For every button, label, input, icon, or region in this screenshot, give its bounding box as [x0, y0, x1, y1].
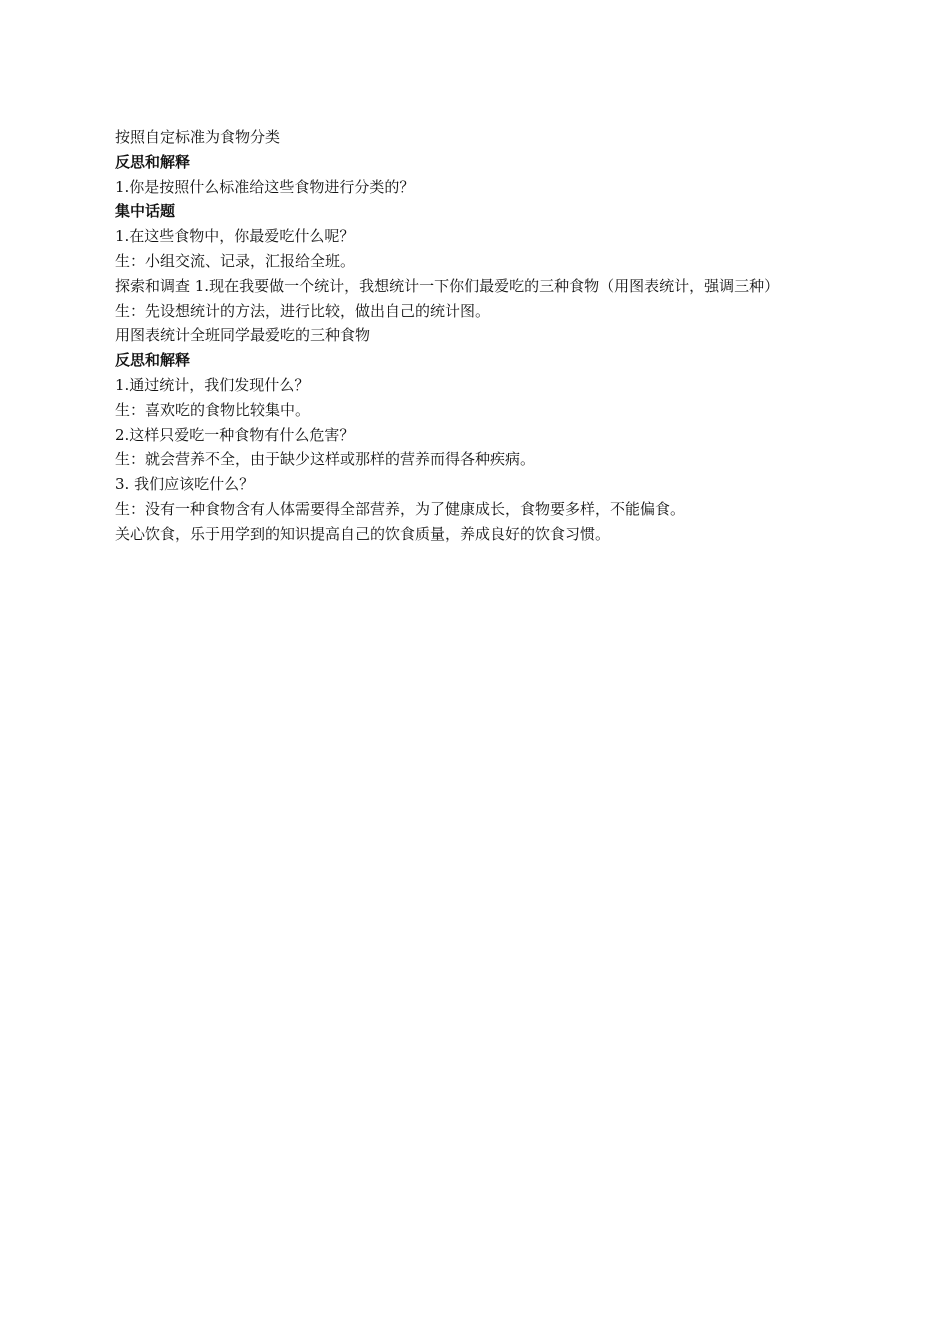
text-line: 3. 我们应该吃什么？: [115, 475, 255, 494]
text-line: 1.在这些食物中，你最爱吃什么呢？: [115, 227, 355, 246]
text-line: 1.通过统计，我们发现什么？: [115, 375, 310, 394]
text-line: 生：就会营养不全，由于缺少这样或那样的营养而得各种疾病。: [115, 450, 536, 469]
document-body: [115, 125, 840, 547]
text-line: 生：先设想统计的方法，进行比较，做出自己的统计图。: [115, 301, 491, 320]
section-heading: 反思和解释: [115, 152, 191, 171]
text-line: 生：喜欢吃的食物比较集中。: [115, 400, 311, 419]
text-line: 探索和调查 1.现在我要做一个统计，我想统计一下你们最爱吃的三种食物（用图表统计，强调三种）: [115, 276, 780, 295]
text-line: 2.这样只爱吃一种食物有什么危害？: [115, 425, 355, 444]
text-line: 生：小组交流、记录，汇报给全班。: [115, 251, 356, 270]
text-line: 用图表统计全班同学最爱吃的三种食物: [115, 326, 371, 345]
text-line: 关心饮食，乐于用学到的知识提高自己的饮食质量，养成良好的饮食习惯。: [115, 524, 611, 543]
section-heading: 反思和解释: [115, 351, 191, 370]
text-line: 1.你是按照什么标准给这些食物进行分类的？: [115, 177, 415, 196]
text-line: 按照自定标准为食物分类: [115, 128, 281, 146]
section-heading: 集中话题: [115, 202, 176, 221]
text-line: 生：没有一种食物含有人体需要得全部营养，为了健康成长，食物要多样，不能偏食。: [115, 499, 686, 518]
